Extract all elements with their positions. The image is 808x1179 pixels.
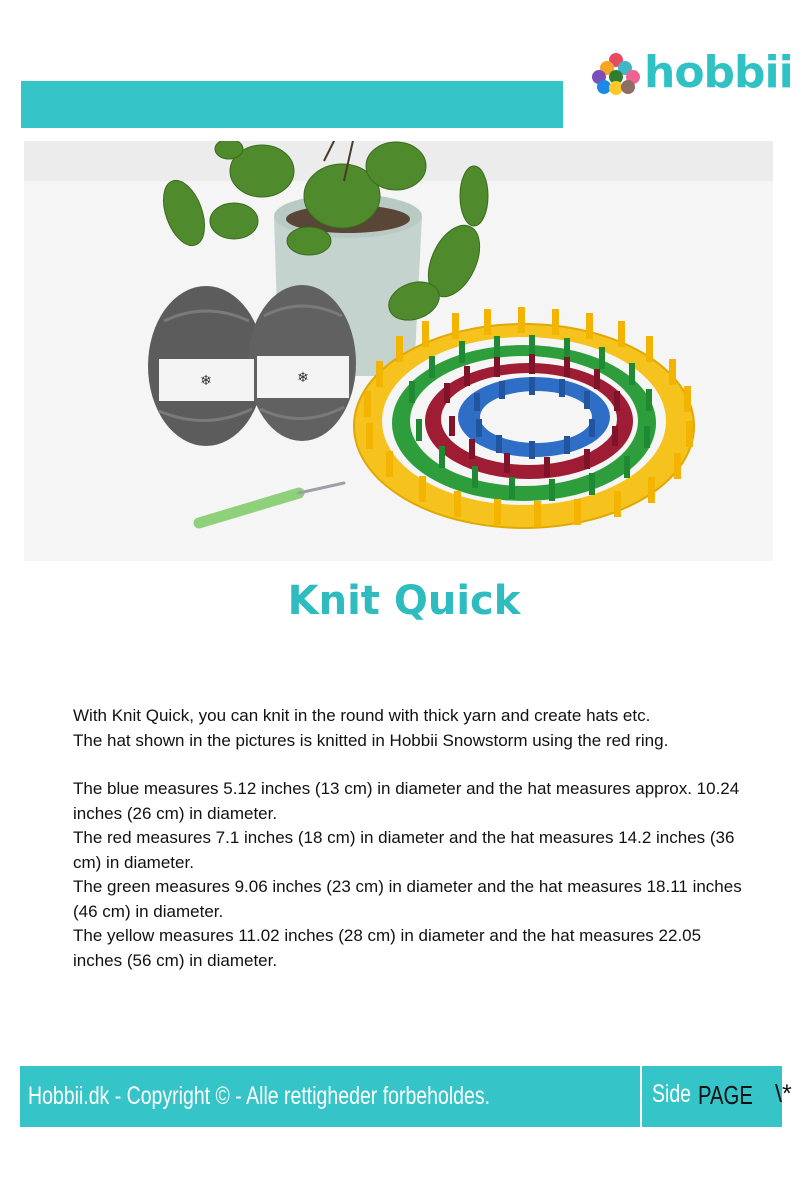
size-paragraph-red: The red measures 7.1 inches (18 cm) in diameter and the hat measures 14.2 inches (36 cm) in diameter. [73,828,735,872]
footer-divider [640,1066,642,1127]
size-paragraph-blue: The blue measures 5.12 inches (13 cm) in diameter and the hat measures approx. 10.24 inches (26 cm) in diameter. [73,779,740,823]
footer-page-extra: \* [775,1080,792,1108]
footer-copyright: Hobbii.dk - Copyright © - Alle rettigheder forbeholdes. [28,1082,491,1110]
footer-side-label: Side [652,1080,692,1108]
page-footer [20,1066,792,1127]
brand-name: hobbii [644,47,793,98]
product-photo [24,141,773,561]
intro-line: The hat shown in the pictures is knitted in Hobbii Snowstorm using the red ring. [73,730,669,750]
header-accent-bar [21,81,563,128]
intro-line: With Knit Quick, you can knit in the round with thick yarn and create hats etc. [73,706,651,725]
body-text [73,704,753,973]
size-paragraph-yellow: The yellow measures 11.02 inches (28 cm) in diameter and the hat measures 22.05 inches (56 cm) in diameter. [73,926,702,970]
yarn-balls-icon [592,51,640,95]
page-title: Knit Quick [287,578,521,624]
brand-logo [592,48,793,98]
footer-page-field: PAGE [698,1080,753,1110]
svg-text:❄: ❄ [297,369,309,385]
size-paragraph-green: The green measures 9.06 inches (23 cm) in diameter and the hat measures 18.11 inches (46 cm) in diameter. [73,877,742,921]
svg-text:❄: ❄ [200,372,212,388]
